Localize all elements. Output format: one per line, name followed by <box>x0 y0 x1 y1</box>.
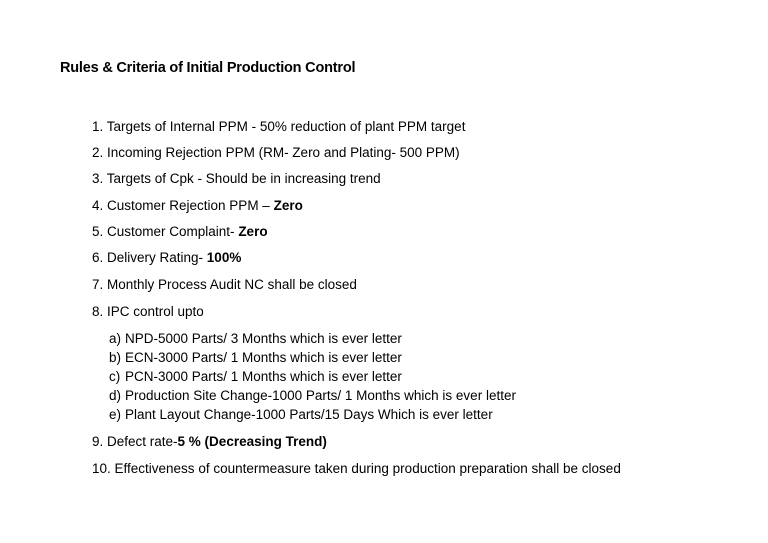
ipc-sub-item-e <box>109 407 493 422</box>
sub-item-text: PCN-3000 Parts/ 1 Months which is ever letter <box>125 369 402 384</box>
rule-text: 10. Effectiveness of countermeasure taken during production preparation shall be closed <box>92 461 621 476</box>
document-title: Rules & Criteria of Initial Production Control <box>60 60 356 76</box>
ipc-sub-item-b <box>109 350 402 365</box>
sub-item-letter: b) <box>109 350 122 365</box>
rule-text: 2. Incoming Rejection PPM (RM- Zero and Plating- 500 PPM) <box>92 145 460 160</box>
sub-item-letter: e) <box>109 407 122 422</box>
rule-text: 5. Customer Complaint- <box>92 224 239 239</box>
rule-item-9 <box>92 434 327 449</box>
rule-item-6 <box>92 250 241 265</box>
ipc-sub-item-d <box>109 388 516 403</box>
rule-text: 9. Defect rate- <box>92 434 178 449</box>
rule-item-8 <box>92 304 204 319</box>
sub-item-letter: d) <box>109 388 122 403</box>
sub-item-text: Production Site Change-1000 Parts/ 1 Months which is ever letter <box>125 388 516 403</box>
rule-item-3 <box>92 171 381 186</box>
ipc-sub-item-a <box>109 331 402 346</box>
sub-item-letter: a) <box>109 331 122 346</box>
sub-item-text: NPD-5000 Parts/ 3 Months which is ever letter <box>125 331 402 346</box>
rule-text: 1. Targets of Internal PPM - 50% reduction of plant PPM target <box>92 119 466 134</box>
rule-emphasis: Zero <box>238 224 268 239</box>
rule-emphasis: Zero <box>273 198 303 213</box>
rule-item-7 <box>92 277 357 292</box>
sub-item-text: Plant Layout Change-1000 Parts/15 Days Which is ever letter <box>125 407 493 422</box>
sub-item-letter: c) <box>109 369 121 384</box>
sub-item-text: ECN-3000 Parts/ 1 Months which is ever letter <box>125 350 402 365</box>
rule-text: 4. Customer Rejection PPM – <box>92 198 274 213</box>
rule-emphasis: 5 % (Decreasing Trend) <box>177 434 327 449</box>
rule-item-1 <box>92 119 465 134</box>
rule-text: 7. Monthly Process Audit NC shall be closed <box>92 277 357 292</box>
rule-item-4 <box>92 198 303 213</box>
rule-text: 8. IPC control upto <box>92 304 204 319</box>
ipc-sub-item-c <box>109 369 402 384</box>
rule-item-10 <box>92 461 621 476</box>
rule-text: 6. Delivery Rating- <box>92 250 207 265</box>
rule-item-5 <box>92 224 268 239</box>
rule-text: 3. Targets of Cpk - Should be in increasing trend <box>92 171 381 186</box>
rule-item-2 <box>92 145 460 160</box>
rule-emphasis: 100% <box>206 250 242 265</box>
